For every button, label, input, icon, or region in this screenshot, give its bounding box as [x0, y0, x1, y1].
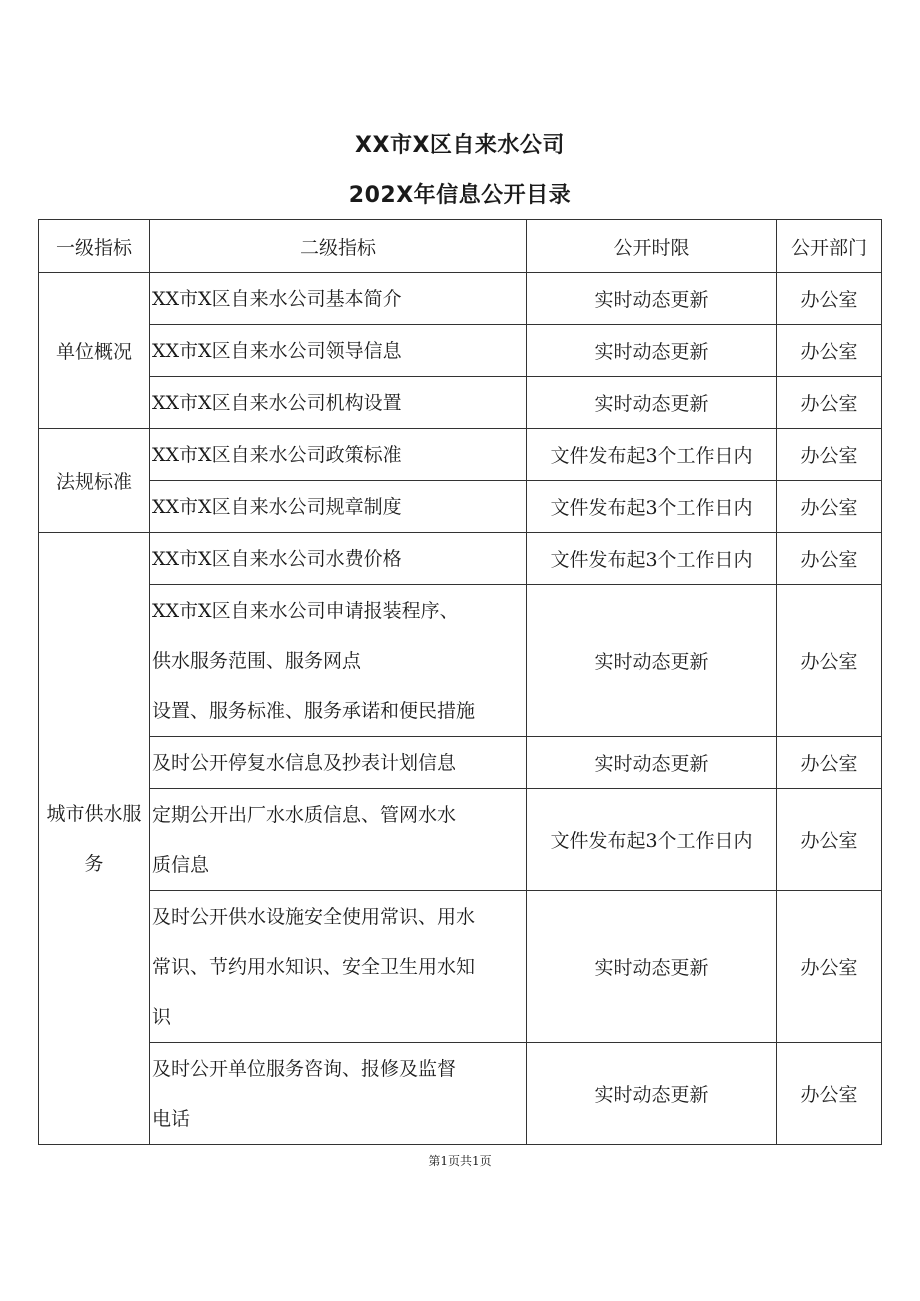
document-subtitle: 202X年信息公开目录 — [348, 183, 572, 208]
limit-cell: 实时动态更新 — [527, 273, 777, 325]
table-row — [39, 429, 882, 481]
header-dept: 公开部门 — [777, 220, 882, 273]
limit-cell: 文件发布起3个工作日内 — [527, 481, 777, 533]
limit-cell: 文件发布起3个工作日内 — [527, 429, 777, 481]
level2-cell: XX市X区自来水公司规章制度 — [150, 481, 527, 533]
table-row — [39, 585, 882, 737]
dept-cell: 办公室 — [777, 429, 882, 481]
table-row — [39, 737, 882, 789]
level2-cell: XX市X区自来水公司水费价格 — [150, 533, 527, 585]
level2-line: 设置、服务标准、服务承诺和便民措施 — [152, 699, 476, 722]
dept-cell: 办公室 — [777, 377, 882, 429]
level2-cell: XX市X区自来水公司机构设置 — [150, 377, 527, 429]
level2-line: 定期公开出厂水水质信息、管网水水 — [152, 803, 457, 826]
page-footer: 第1页共1页 — [428, 1154, 492, 1168]
dept-cell: 办公室 — [777, 1043, 882, 1145]
level2-line: 识 — [152, 1005, 172, 1028]
level2-line: 电话 — [152, 1107, 191, 1130]
level1-cell — [39, 533, 150, 1145]
catalog-table — [38, 219, 882, 1145]
table-row — [39, 481, 882, 533]
dept-cell: 办公室 — [777, 325, 882, 377]
document-title: XX市X区自来水公司 — [355, 133, 565, 158]
dept-cell: 办公室 — [777, 273, 882, 325]
level2-line: 供水服务范围、服务网点 — [152, 649, 362, 672]
limit-cell: 实时动态更新 — [527, 891, 777, 1043]
level2-line: XX市X区自来水公司申请报装程序、 — [152, 599, 459, 622]
table-row — [39, 533, 882, 585]
dept-cell: 办公室 — [777, 481, 882, 533]
level2-line: 常识、节约用水知识、安全卫生用水知 — [152, 955, 476, 978]
level2-cell: 及时公开停复水信息及抄表计划信息 — [150, 737, 527, 789]
limit-cell: 实时动态更新 — [527, 325, 777, 377]
header-level2: 二级指标 — [150, 220, 527, 273]
level2-cell — [150, 891, 527, 1043]
table-row — [39, 325, 882, 377]
dept-cell: 办公室 — [777, 789, 882, 891]
level2-cell — [150, 1043, 527, 1145]
limit-cell: 实时动态更新 — [527, 1043, 777, 1145]
level2-cell: XX市X区自来水公司基本简介 — [150, 273, 527, 325]
level2-cell: XX市X区自来水公司领导信息 — [150, 325, 527, 377]
limit-cell: 实时动态更新 — [527, 377, 777, 429]
dept-cell: 办公室 — [777, 533, 882, 585]
level1-cell: 法规标准 — [39, 429, 150, 533]
header-limit: 公开时限 — [527, 220, 777, 273]
table-row — [39, 891, 882, 1043]
dept-cell: 办公室 — [777, 737, 882, 789]
level1-line: 城市供水服 — [46, 802, 142, 825]
table-row — [39, 377, 882, 429]
level2-cell — [150, 585, 527, 737]
level1-cell: 单位概况 — [39, 273, 150, 429]
dept-cell: 办公室 — [777, 585, 882, 737]
level2-cell — [150, 789, 527, 891]
limit-cell: 实时动态更新 — [527, 585, 777, 737]
level2-line: 及时公开单位服务咨询、报修及监督 — [152, 1057, 457, 1080]
level1-line: 务 — [84, 852, 104, 875]
table-row — [39, 1043, 882, 1145]
header-row — [39, 220, 882, 273]
limit-cell: 实时动态更新 — [527, 737, 777, 789]
limit-cell: 文件发布起3个工作日内 — [527, 533, 777, 585]
level2-line: 及时公开供水设施安全使用常识、用水 — [152, 905, 476, 928]
header-level1: 一级指标 — [39, 220, 150, 273]
table-row — [39, 273, 882, 325]
dept-cell: 办公室 — [777, 891, 882, 1043]
limit-cell: 文件发布起3个工作日内 — [527, 789, 777, 891]
table-row — [39, 789, 882, 891]
level2-line: 质信息 — [152, 853, 210, 876]
level2-cell: XX市X区自来水公司政策标准 — [150, 429, 527, 481]
